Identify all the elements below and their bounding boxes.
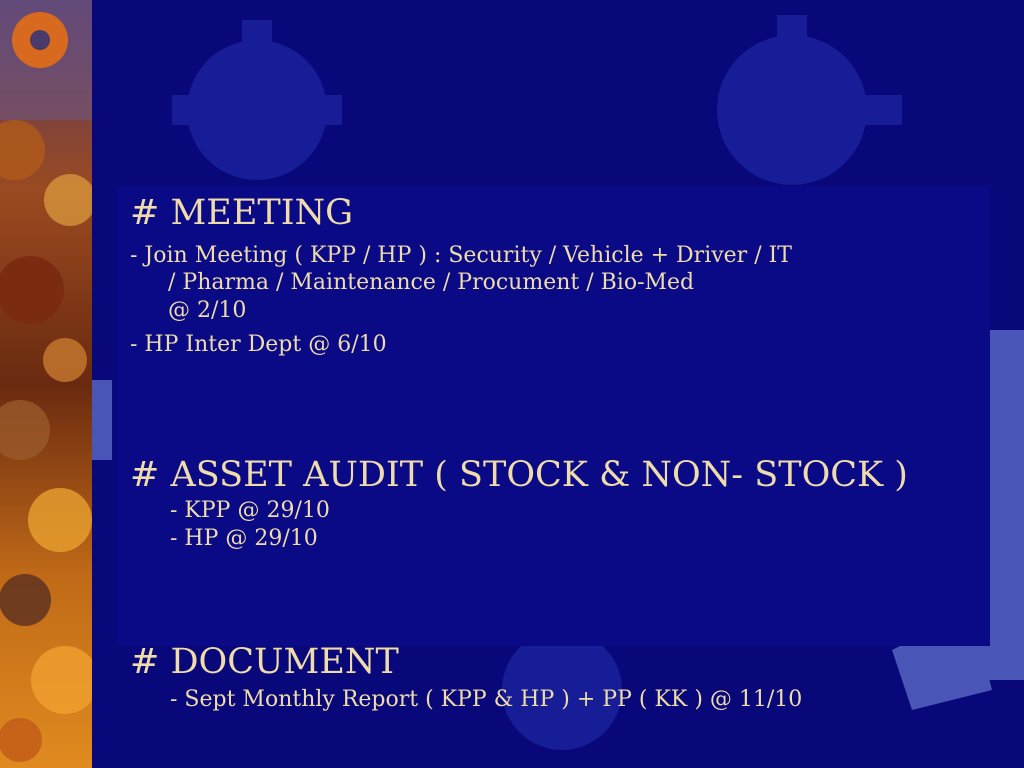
meeting-item-continuation: / Pharma / Maintenance / Procument / Bio-Med	[168, 270, 695, 295]
left-gear-strip-image	[0, 0, 92, 768]
meeting-item: - Join Meeting ( KPP / HP ) : Security / Vehicle + Driver / IT	[130, 243, 792, 268]
document-heading: # DOCUMENT	[130, 642, 399, 682]
meeting-item: - HP Inter Dept @ 6/10	[130, 332, 387, 357]
meeting-heading: # MEETING	[130, 193, 354, 233]
asset-audit-item: - KPP @ 29/10	[170, 498, 330, 523]
asset-audit-heading: # ASSET AUDIT ( STOCK & NON- STOCK )	[130, 455, 908, 495]
asset-audit-item: - HP @ 29/10	[170, 526, 318, 551]
document-item: - Sept Monthly Report ( KPP & HP ) + PP ( KK ) @ 11/10	[170, 687, 803, 712]
meeting-item-date: @ 2/10	[168, 298, 247, 323]
